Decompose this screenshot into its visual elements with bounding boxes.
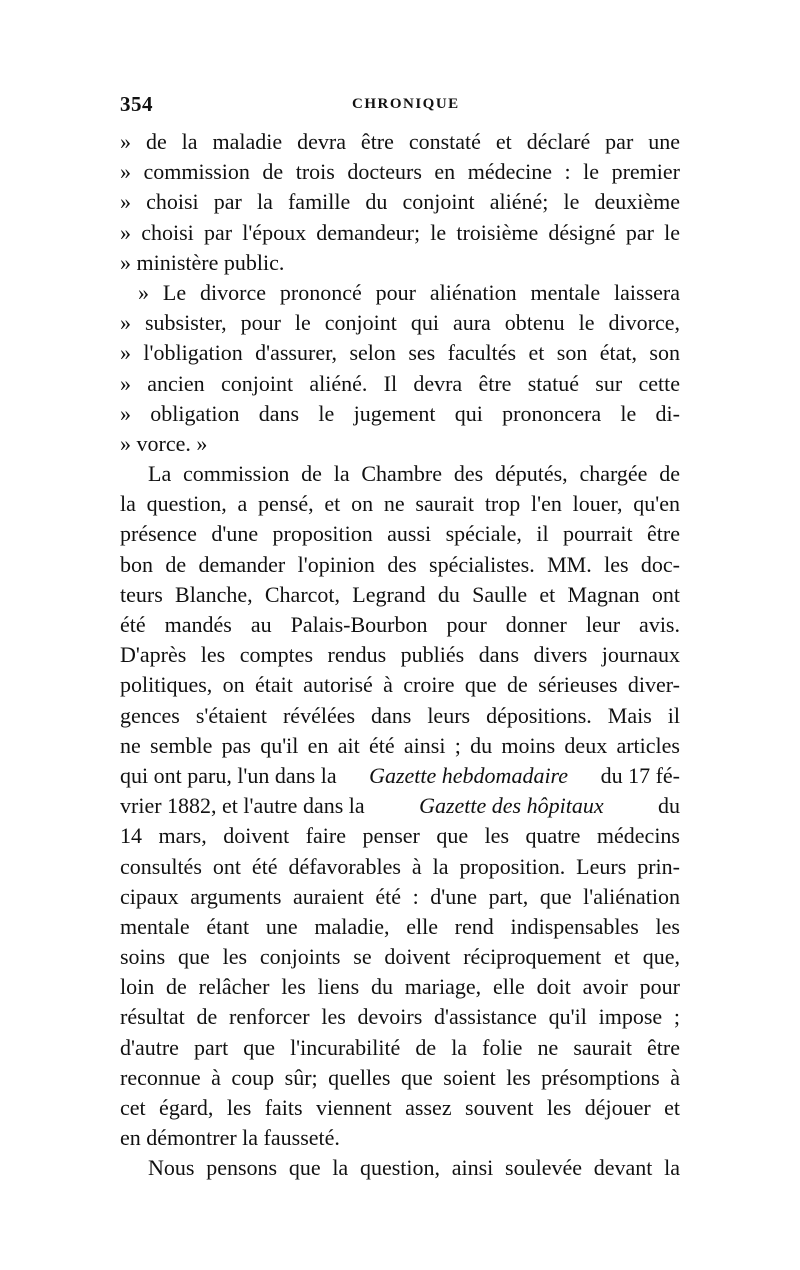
text-line: en démontrer la fausseté. [120,1125,340,1151]
text-line: bon de demander l'opinion des spécialistes. MM. les doc- [120,551,680,577]
text-line: » de la maladie devra être constaté et déclaré par une [120,129,680,154]
text-line [120,791,680,821]
page-number: 354 [120,92,153,116]
text-line: la question, a pensé, et on ne saurait trop l'en louer, qu'en [120,491,680,517]
running-head [120,92,680,120]
text-segment: vrier 1882, et l'autre dans la [120,793,365,819]
text-line: cipaux arguments auraient été : d'une part, que l'aliénation [120,883,680,909]
text-line: Nous pensons que la question, ainsi soulevée devant la [148,1155,680,1181]
text-line: été mandés au Palais-Bourbon pour donner leur avis. [120,612,680,637]
text-line: » Le divorce prononcé pour aliénation mentale laissera [138,279,680,305]
text-line: 14 mars, doivent faire penser que les quatre médecins [120,823,680,849]
text-line: loin de relâcher les liens du mariage, elle doit avoir pour [120,974,680,1000]
text-line: La commission de la Chambre des députés, chargée de [148,461,680,487]
running-title: CHRONIQUE [352,96,460,112]
text-line: mentale étant une maladie, elle rend indispensables les [120,913,680,939]
text-line: » ministère public. [120,249,285,275]
journal-title: Gazette hebdomadaire [369,762,569,788]
text-line: gences s'étaient révélées dans leurs dépositions. Mais il [120,702,680,728]
text-line: cet égard, les faits viennent assez souvent les déjouer et [120,1095,680,1120]
text-line: ne semble pas qu'il en ait été ainsi ; du moins deux articles [120,732,680,758]
text-line: politiques, on était autorisé à croire que de sérieuses diver- [120,672,680,698]
text-line: » l'obligation d'assurer, selon ses facultés et son état, son [120,340,680,366]
journal-title: Gazette des hôpitaux [419,793,604,819]
text-line: » choisi par l'époux demandeur; le troisième désigné par le [120,219,680,245]
text-line: » choisi par la famille du conjoint aliéné; le deuxième [120,189,680,215]
text-line: résultat de renforcer les devoirs d'assistance qu'il impose ; [120,1004,680,1030]
text-line: » subsister, pour le conjoint qui aura obtenu le divorce, [120,310,680,336]
text-line: D'après les comptes rendus publiés dans divers journaux [120,642,680,668]
text-segment: qui ont paru, l'un dans la [120,762,337,788]
text-segment: du 17 fé- [600,762,680,788]
text-line: d'autre part que l'incurabilité de la folie ne saurait être [120,1034,680,1060]
text-line: » ancien conjoint aliéné. Il devra être statué sur cette [120,370,680,396]
text-line: soins que les conjoints se doivent réciproquement et que, [120,944,680,970]
text-line: reconnue à coup sûr; quelles que soient les présomptions à [120,1064,680,1090]
text-line [120,761,680,791]
text-segment: du [658,793,680,819]
text-line: teurs Blanche, Charcot, Legrand du Saulle et Magnan ont [120,581,680,607]
text-line: » commission de trois docteurs en médecine : le premier [120,159,680,185]
body-text [120,127,680,1184]
text-line: » vorce. » [120,430,208,456]
text-line: présence d'une proposition aussi spéciale, il pourrait être [120,521,680,547]
text-line: » obligation dans le jugement qui prononcera le di- [120,400,680,426]
text-line: consultés ont été défavorables à la proposition. Leurs prin- [120,853,680,879]
